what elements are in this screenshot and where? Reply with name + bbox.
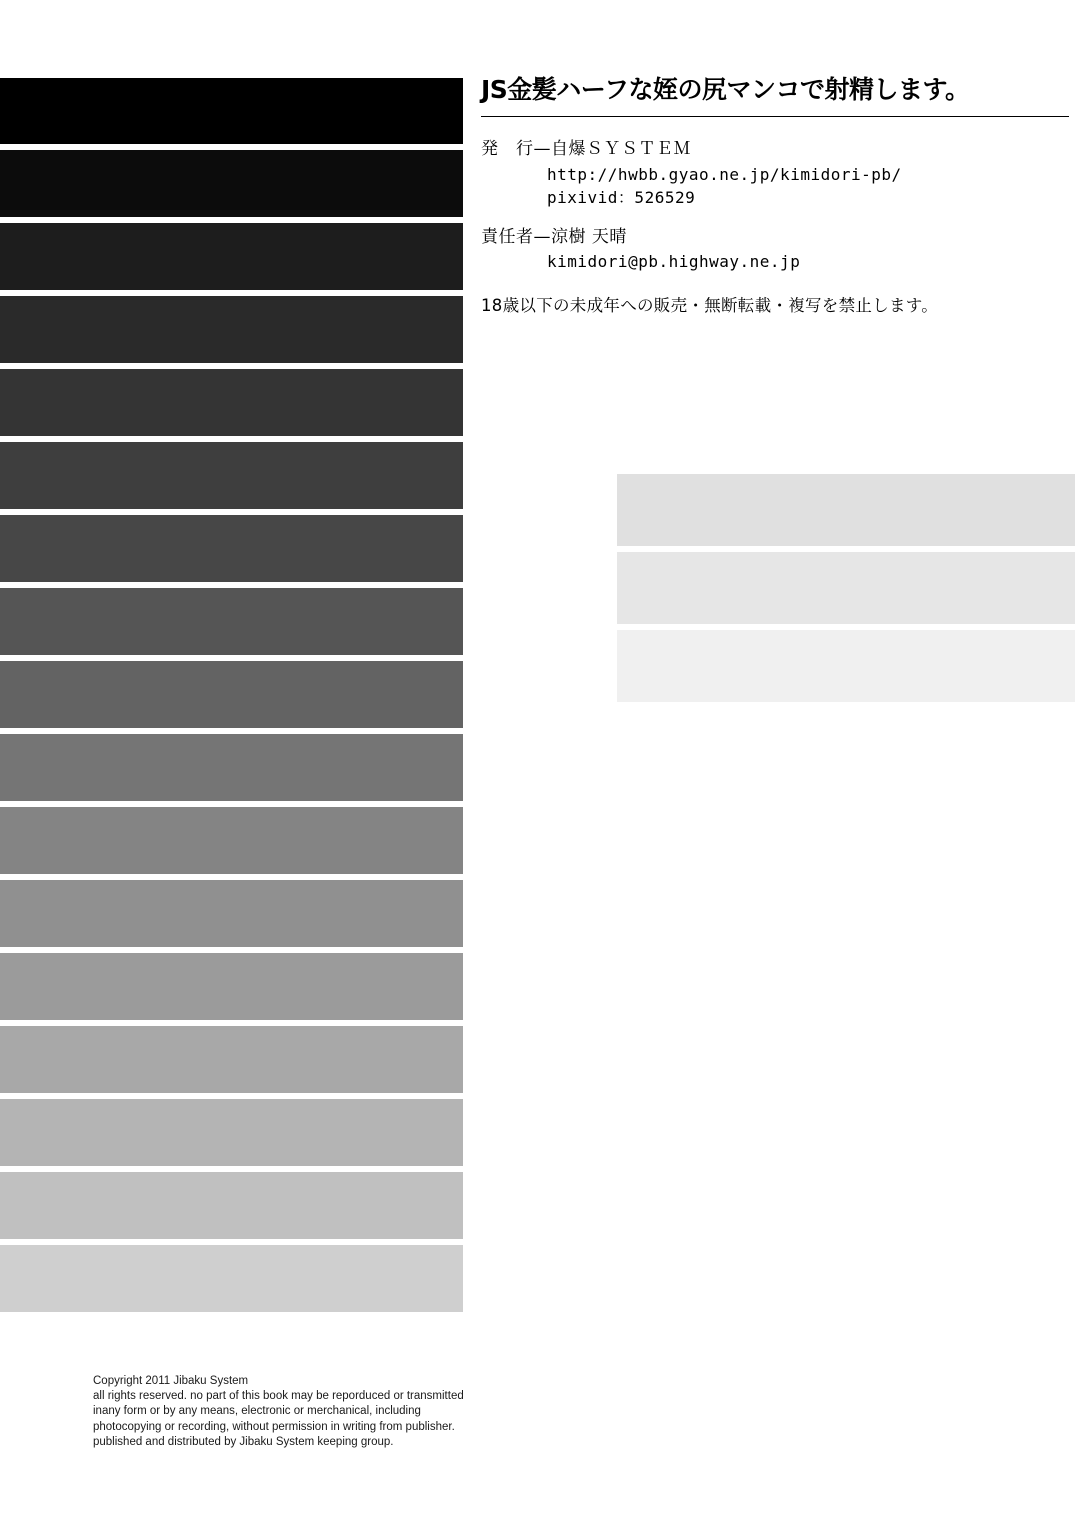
age-restriction-notice: 18歳以下の未成年への販売・無断転載・複写を禁止します。	[481, 295, 939, 315]
light-block	[617, 630, 1075, 702]
gradient-bar-stack	[0, 78, 463, 1312]
light-block	[617, 552, 1075, 624]
copyright-line-1: Copyright 2011 Jibaku System	[93, 1375, 249, 1387]
copyright-line-3: inany form or by any means, electronic or merchanical, including	[93, 1405, 421, 1418]
gradient-bar	[0, 1172, 463, 1239]
gradient-bar	[0, 223, 463, 290]
copyright-line-4: photocopying or recording, without permission in writing from publisher.	[93, 1420, 455, 1433]
copyright-notice	[93, 1374, 563, 1450]
responsible-label: 責任者—涼樹 天晴	[481, 226, 627, 247]
colophon-block	[481, 70, 1075, 316]
page-title: JS金髪ハーフな姪の尻マンコで射精します。	[481, 75, 970, 104]
light-block-stack	[617, 474, 1075, 702]
gradient-bar	[0, 369, 463, 436]
responsible-email[interactable]: kimidori@pb.highway.ne.jp	[547, 252, 801, 272]
responsible-person-block	[481, 225, 1075, 274]
light-block	[617, 474, 1075, 546]
gradient-bar	[0, 1026, 463, 1093]
gradient-bar	[0, 880, 463, 947]
title-divider	[481, 116, 1069, 117]
gradient-bar	[0, 953, 463, 1020]
gradient-bar	[0, 78, 463, 144]
publisher-label: 発 行—自爆ＳＹＳＴＥＭ	[481, 139, 691, 159]
gradient-bar	[0, 150, 463, 217]
gradient-bar	[0, 734, 463, 801]
gradient-bar	[0, 515, 463, 582]
gradient-bar	[0, 442, 463, 509]
gradient-bar	[0, 296, 463, 363]
gradient-bar	[0, 1245, 463, 1312]
copyright-line-2: all rights reserved. no part of this book may be reporduced or transmitted	[93, 1390, 464, 1403]
gradient-bar	[0, 1099, 463, 1166]
gradient-bar	[0, 661, 463, 728]
gradient-bar	[0, 807, 463, 874]
publisher-pixiv-id: pixivid：526529	[547, 187, 696, 207]
publisher-block	[481, 137, 1075, 209]
gradient-bar	[0, 588, 463, 655]
publisher-url[interactable]: http://hwbb.gyao.ne.jp/kimidori-pb/	[547, 164, 902, 184]
copyright-line-5: published and distributed by Jibaku System keeping group.	[93, 1435, 394, 1448]
